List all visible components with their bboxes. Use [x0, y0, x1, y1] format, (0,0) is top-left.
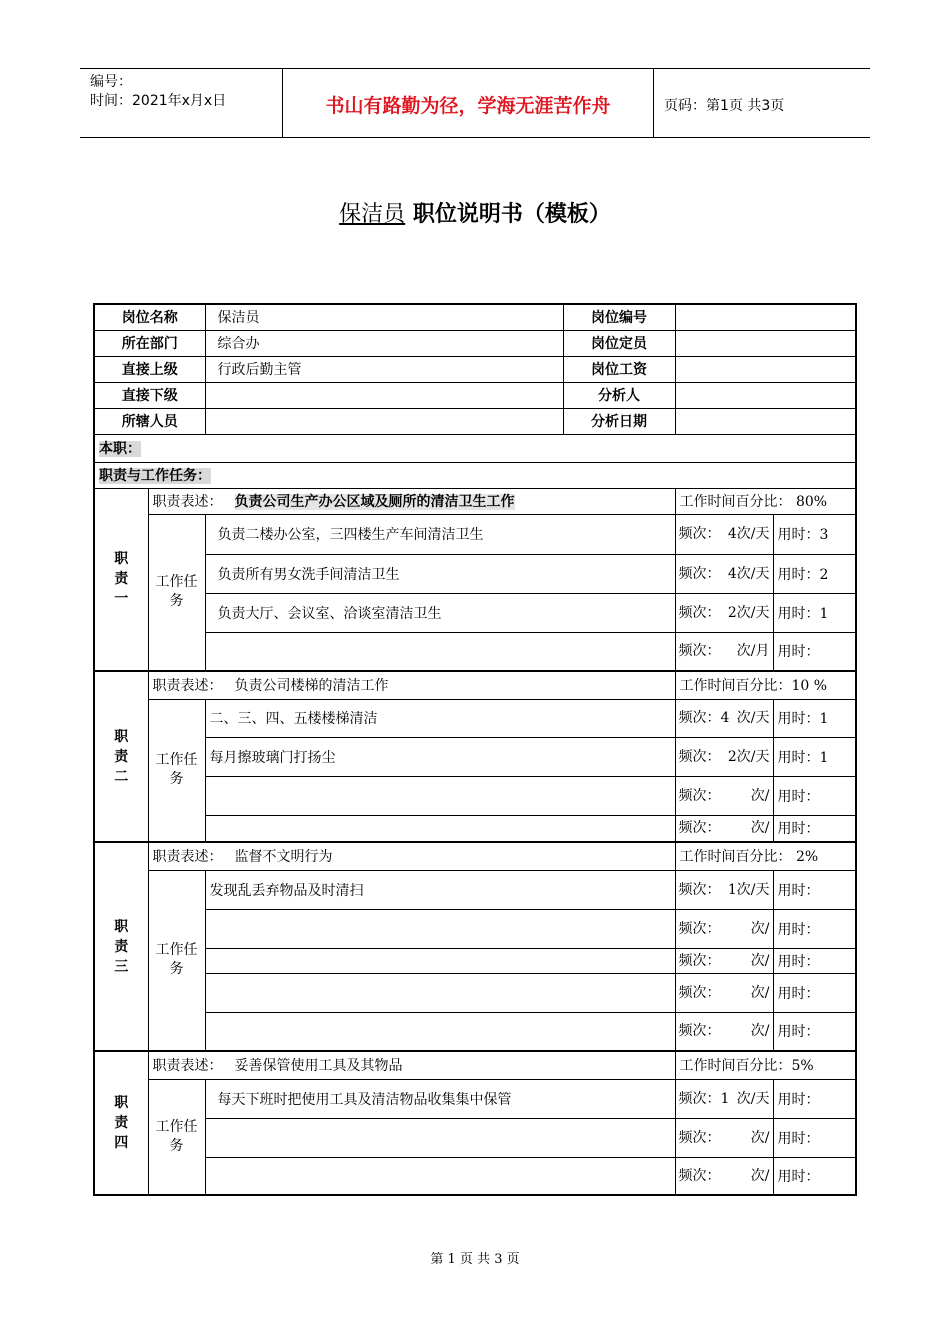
- task-frequency: [675, 973, 773, 1012]
- task-frequency: [675, 948, 773, 973]
- task-frequency: [675, 699, 773, 737]
- task-time-used: 用时：: [773, 1118, 856, 1157]
- duty-desc-label: 职责表述：: [152, 1058, 223, 1075]
- header-meta: [90, 73, 226, 111]
- info-label: 分析人: [563, 382, 675, 408]
- task-text: 每天下班时把使用工具及清洁物品收集集中保管: [205, 1079, 675, 1118]
- task-frequency: [675, 870, 773, 909]
- task-time-used: 用时：3: [773, 514, 856, 554]
- task-time-used: 用时：1: [773, 699, 856, 737]
- task-text: 负责二楼办公室，三四楼生产车间清洁卫生: [205, 514, 675, 554]
- info-row: [94, 356, 856, 382]
- task-text: [205, 776, 675, 815]
- duty-description: [148, 671, 675, 699]
- info-value: [675, 330, 856, 356]
- benzhi-row: [94, 434, 856, 462]
- duty-desc-label: 职责表述：: [152, 678, 223, 695]
- header-divider: [653, 69, 654, 137]
- freq-value: 次/: [750, 1167, 770, 1184]
- task-frequency: [675, 776, 773, 815]
- task-text: [205, 815, 675, 842]
- freq-label: 频次：: [678, 643, 721, 660]
- task-frequency: [675, 554, 773, 593]
- freq-value: 次/月: [736, 643, 770, 660]
- task-row: [94, 1012, 856, 1051]
- duty-name: [94, 842, 148, 1051]
- task-text: [205, 973, 675, 1012]
- freq-label: 频次：: [678, 1167, 721, 1184]
- header-motto: 书山有路勤为径，学海无涯苦作舟: [325, 95, 611, 117]
- task-row: [94, 973, 856, 1012]
- duties-heading: [94, 462, 856, 488]
- duty-name: [94, 1051, 148, 1195]
- info-label: 所辖人员: [94, 408, 205, 434]
- freq-value: 次/: [750, 787, 770, 804]
- duty-desc-text: 负责公司楼梯的清洁工作: [234, 678, 389, 695]
- info-label: 岗位编号: [563, 304, 675, 330]
- freq-label: 频次：: [678, 881, 721, 898]
- duty-name: [94, 488, 148, 671]
- freq-value: 2次/天: [727, 748, 770, 765]
- info-label: 岗位定员: [563, 330, 675, 356]
- task-label: 工作任务: [148, 870, 205, 1051]
- info-value: [675, 408, 856, 434]
- duty-desc-row: [94, 1051, 856, 1079]
- duty-name-text: 职责二: [114, 728, 129, 785]
- task-text: [205, 948, 675, 973]
- title-position-name: 保洁员: [339, 202, 406, 227]
- freq-value: 次/: [750, 920, 770, 937]
- task-frequency: [675, 737, 773, 776]
- task-text: [205, 1157, 675, 1195]
- task-time-used: 用时：: [773, 815, 856, 842]
- info-value: 行政后勤主管: [205, 356, 563, 382]
- info-row: [94, 382, 856, 408]
- task-text: [205, 1012, 675, 1051]
- task-row: [94, 815, 856, 842]
- task-text: 负责大厅、会议室、洽谈室清洁卫生: [205, 593, 675, 632]
- benzhi-text: 本职：: [99, 441, 141, 457]
- info-label: 直接上级: [94, 356, 205, 382]
- freq-label: 频次：: [678, 748, 721, 765]
- task-frequency: [675, 1118, 773, 1157]
- task-time-used: 用时：: [773, 973, 856, 1012]
- task-frequency: [675, 632, 773, 671]
- duties-heading-text: 职责与工作任务：: [99, 468, 211, 484]
- freq-value: 次/: [750, 1023, 770, 1040]
- task-time-used: 用时：: [773, 632, 856, 671]
- task-frequency: [675, 1012, 773, 1051]
- task-time-used: 用时：: [773, 776, 856, 815]
- info-label: 岗位名称: [94, 304, 205, 330]
- task-label: 工作任务: [148, 514, 205, 671]
- task-row: [94, 554, 856, 593]
- task-text: [205, 909, 675, 948]
- freq-label: 频次：4: [678, 710, 730, 726]
- duty-description: [148, 1051, 675, 1079]
- info-label: 岗位工资: [563, 356, 675, 382]
- info-value: [675, 382, 856, 408]
- freq-label: 频次：: [678, 526, 721, 542]
- info-row: [94, 304, 856, 330]
- task-label: 工作任务: [148, 1079, 205, 1195]
- duty-desc-row: [94, 488, 856, 514]
- duty-name-text: 职责一: [114, 551, 129, 608]
- info-value: [675, 304, 856, 330]
- info-value: [205, 408, 563, 434]
- task-row: [94, 870, 856, 909]
- info-value: [675, 356, 856, 382]
- freq-label: 频次：1: [678, 1090, 730, 1107]
- header-pager: 页码：第1页 共3页: [664, 98, 785, 114]
- task-row: [94, 1118, 856, 1157]
- task-row: [94, 1157, 856, 1195]
- freq-label: 频次：: [678, 1129, 721, 1146]
- task-frequency: [675, 909, 773, 948]
- duty-name-text: 职责四: [114, 1095, 129, 1151]
- freq-value: 次/: [750, 952, 770, 969]
- task-time-used: 用时：1: [773, 737, 856, 776]
- freq-label: 频次：: [678, 787, 721, 804]
- document-title: [0, 197, 950, 228]
- info-row: [94, 330, 856, 356]
- info-value: 保洁员: [205, 304, 563, 330]
- task-text: 发现乱丢弃物品及时清扫: [205, 870, 675, 909]
- freq-value: 次/: [750, 820, 770, 837]
- task-frequency: [675, 1079, 773, 1118]
- freq-value: 次/天: [736, 710, 770, 726]
- info-value: [205, 382, 563, 408]
- info-value: 综合办: [205, 330, 563, 356]
- duty-description: [148, 488, 675, 514]
- freq-value: 4次/天: [727, 565, 770, 582]
- task-time-used: 用时：: [773, 909, 856, 948]
- freq-value: 1次/天: [727, 881, 770, 898]
- task-time-used: 用时：2: [773, 554, 856, 593]
- title-rest: 职位说明书（模板）: [405, 202, 611, 227]
- duty-percent: 工作时间百分比： 2%: [675, 842, 856, 870]
- freq-value: 4次/天: [727, 526, 770, 542]
- task-time-used: 用时：: [773, 870, 856, 909]
- duty-desc-text: 监督不文明行为: [234, 849, 333, 866]
- job-description-table: [93, 303, 857, 1196]
- benzhi-label: [94, 434, 856, 462]
- duty-desc-label: 职责表述：: [152, 494, 223, 510]
- code-label: 编号：: [90, 74, 132, 90]
- task-row: [94, 632, 856, 671]
- task-text: [205, 1118, 675, 1157]
- freq-value: 2次/天: [727, 604, 770, 621]
- task-row: [94, 948, 856, 973]
- duty-desc-row: [94, 671, 856, 699]
- duty-percent: 工作时间百分比： 80%: [675, 488, 856, 514]
- duty-name-text: 职责三: [114, 918, 129, 975]
- task-time-used: 用时：: [773, 948, 856, 973]
- freq-label: 频次：: [678, 920, 721, 937]
- duty-desc-text: 妥善保管使用工具及其物品: [234, 1058, 403, 1075]
- task-label: 工作任务: [148, 699, 205, 842]
- info-row: [94, 408, 856, 434]
- task-row: [94, 699, 856, 737]
- freq-label: 频次：: [678, 820, 721, 837]
- task-text: [205, 632, 675, 671]
- task-row: [94, 514, 856, 554]
- freq-label: 频次：: [678, 952, 721, 969]
- duties-heading-row: [94, 462, 856, 488]
- freq-value: 次/: [750, 1129, 770, 1146]
- page-footer: 第 1 页 共 3 页: [430, 1252, 520, 1267]
- info-label: 直接下级: [94, 382, 205, 408]
- task-frequency: [675, 1157, 773, 1195]
- task-frequency: [675, 593, 773, 632]
- task-text: 每月擦玻璃门打扬尘: [205, 737, 675, 776]
- task-row: [94, 737, 856, 776]
- duty-description: [148, 842, 675, 870]
- task-row: [94, 776, 856, 815]
- task-frequency: [675, 815, 773, 842]
- duty-desc-label: 职责表述：: [152, 849, 223, 866]
- page-header: [80, 68, 870, 138]
- duty-desc-text: 负责公司生产办公区域及厕所的清洁卫生工作: [234, 494, 515, 510]
- freq-label: 频次：: [678, 565, 721, 582]
- task-text: 二、三、四、五楼楼梯清洁: [205, 699, 675, 737]
- duty-name: [94, 671, 148, 842]
- freq-label: 频次：: [678, 1023, 721, 1040]
- info-label: 所在部门: [94, 330, 205, 356]
- task-row: [94, 909, 856, 948]
- info-label: 分析日期: [563, 408, 675, 434]
- task-time-used: 用时：: [773, 1157, 856, 1195]
- task-time-used: 用时：1: [773, 593, 856, 632]
- duty-percent: 工作时间百分比：5%: [675, 1051, 856, 1079]
- task-time-used: 用时：: [773, 1079, 856, 1118]
- freq-value: 次/天: [736, 1090, 770, 1107]
- duty-desc-row: [94, 842, 856, 870]
- task-text: 负责所有男女洗手间清洁卫生: [205, 554, 675, 593]
- freq-label: 频次：: [678, 984, 721, 1001]
- time-label: 时间：2021年x月x日: [90, 93, 227, 109]
- task-row: [94, 1079, 856, 1118]
- duty-percent: 工作时间百分比：10 %: [675, 671, 856, 699]
- task-row: [94, 593, 856, 632]
- task-time-used: 用时：: [773, 1012, 856, 1051]
- task-frequency: [675, 514, 773, 554]
- freq-value: 次/: [750, 984, 770, 1001]
- freq-label: 频次：: [678, 604, 721, 621]
